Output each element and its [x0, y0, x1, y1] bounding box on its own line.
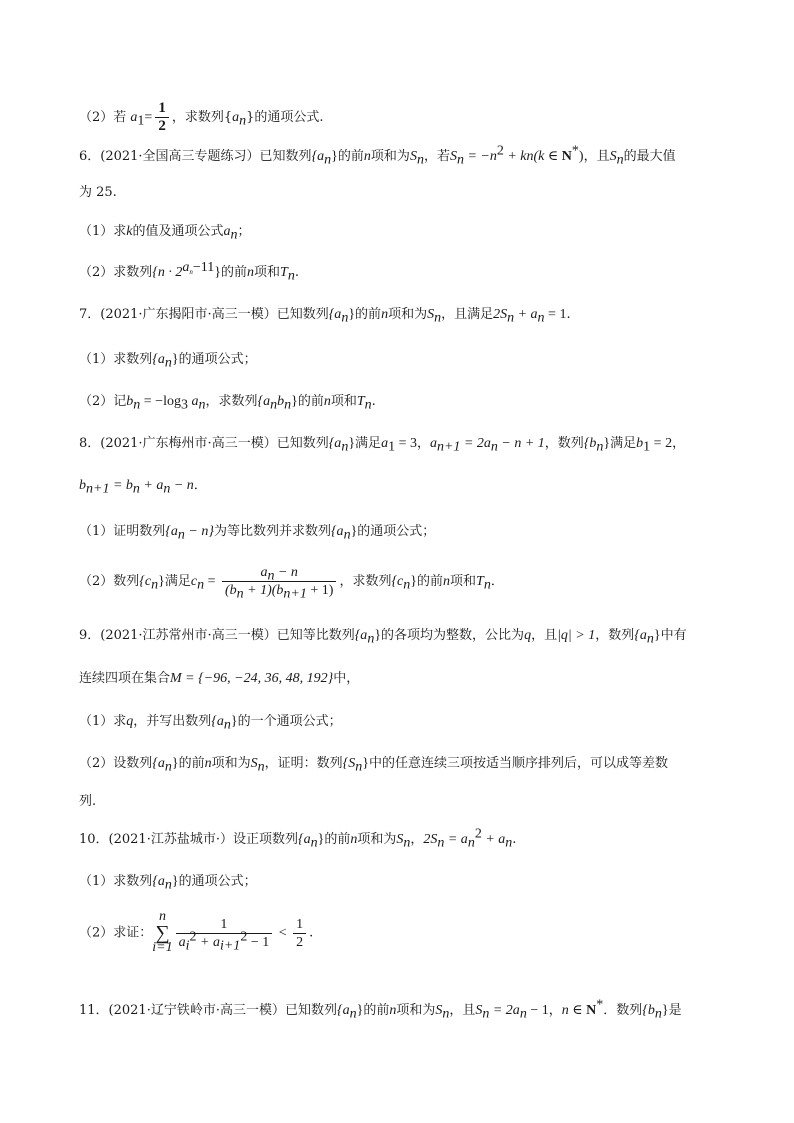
denominator: 2	[158, 118, 166, 134]
subscript: n	[177, 527, 185, 543]
subscript: 3	[180, 397, 188, 413]
math-seq: {a	[354, 628, 368, 643]
math-var: S	[250, 756, 258, 771]
text: ，求数列{	[171, 110, 233, 125]
math-expr: = 2	[650, 436, 673, 451]
math-brace: }	[171, 352, 179, 367]
text: .	[566, 307, 571, 322]
text: ，求数列	[205, 394, 258, 409]
subscript: n	[364, 397, 372, 413]
superscript: 2	[474, 826, 482, 842]
math-brace: }	[603, 436, 611, 451]
problem-7-statement	[79, 305, 571, 325]
math-seq: {a	[152, 874, 165, 889]
math-expr: − n	[170, 478, 194, 493]
subscript: n	[164, 877, 172, 893]
summation	[152, 909, 173, 955]
math-brace: }	[230, 714, 238, 729]
text: 中的任意连续三项按适当顺序排列后，可以成等差数	[369, 756, 669, 771]
text: ．数列	[603, 1003, 643, 1018]
math-var: a	[381, 436, 389, 451]
subscript: n	[236, 586, 244, 602]
subscript: n	[505, 835, 513, 851]
text: 的最大值	[623, 149, 676, 164]
text: ，	[410, 832, 424, 847]
subscript: n	[596, 439, 604, 455]
math-expr: = 1	[544, 307, 567, 322]
text: .	[371, 394, 376, 409]
exponent-var: a	[182, 259, 190, 275]
math-expr: + a	[481, 832, 506, 847]
math-var: n	[389, 1003, 397, 1018]
subscript: n	[239, 113, 247, 129]
math-brace: }	[214, 265, 222, 280]
fraction-one-half	[155, 100, 169, 135]
problem-8-part-2	[79, 564, 504, 602]
text: ，求数列	[339, 574, 392, 589]
text: 项和为	[396, 1003, 436, 1018]
fraction-sum-term	[176, 916, 273, 954]
text: 满足	[355, 436, 382, 451]
math-var: n	[363, 149, 371, 164]
text: （2）求证：	[79, 925, 153, 941]
math-brace: }	[331, 149, 338, 164]
math-expr: = 2a	[460, 436, 491, 451]
natural-numbers: N	[586, 1003, 597, 1018]
math-seq: {c	[139, 574, 152, 589]
subscript: n	[519, 1006, 527, 1022]
math-expr: + a	[196, 934, 220, 950]
text: （1）求数列	[79, 874, 153, 889]
math-seq: {a	[297, 832, 311, 847]
text: 的前	[178, 756, 205, 771]
text: ，且满足	[441, 307, 494, 322]
text: （2）设数列	[79, 756, 153, 771]
subscript: n	[230, 227, 238, 243]
denominator	[176, 929, 273, 954]
text: ；	[237, 224, 251, 239]
math-seq: {a	[152, 352, 165, 367]
text: 项和为	[211, 756, 251, 771]
problem-9-statement-cont	[79, 669, 359, 689]
text: ，	[672, 436, 686, 451]
math-brace: }	[374, 628, 382, 643]
subscript: n+1	[436, 439, 461, 455]
subscript: n	[324, 152, 332, 168]
superscript: *	[571, 143, 579, 159]
text: 为 25.	[79, 185, 117, 200]
math-var: n	[204, 756, 212, 771]
text: ，且	[449, 1003, 476, 1018]
subscript: n	[355, 759, 363, 775]
math-var: n	[350, 832, 358, 847]
problem-7-part-1	[79, 350, 257, 370]
text: （2）求数列	[79, 265, 153, 280]
subscript: n	[132, 481, 140, 497]
subscript: n	[284, 397, 292, 413]
text: 的一个通项公式；	[237, 714, 342, 729]
math-var: b	[636, 436, 644, 451]
math-var: a	[178, 934, 186, 950]
math-var: b	[277, 394, 285, 409]
math-brace: }	[171, 756, 179, 771]
superscript: *	[596, 997, 604, 1013]
text: 是	[668, 1003, 682, 1018]
subscript: n	[151, 577, 159, 593]
text: 的通项公式；	[178, 352, 257, 367]
math-var: a	[429, 436, 437, 451]
subscript: n	[507, 310, 515, 326]
denominator	[222, 582, 336, 602]
subscript: 1	[137, 113, 145, 129]
subscript: n	[467, 835, 475, 851]
math-op: =	[204, 574, 219, 589]
subscript: n+1	[283, 586, 307, 602]
text: 的通项公式；	[178, 874, 257, 889]
math-brace: }	[356, 1003, 364, 1018]
math-var: a	[260, 565, 268, 580]
text: }的通项公式.	[246, 110, 324, 125]
text: 的前	[417, 574, 444, 589]
math-expr: − 1	[247, 934, 270, 950]
subscript: n	[310, 835, 318, 851]
subscript: n	[403, 577, 411, 593]
math-var: a	[130, 110, 138, 125]
problem-11-statement	[79, 997, 682, 1022]
text: 8．(2021·广东梅州市·高三一模）已知数列	[79, 436, 329, 451]
text: 项和	[330, 394, 357, 409]
math-expr: − n	[274, 565, 298, 580]
text: 列.	[79, 794, 97, 809]
subscript: n	[163, 481, 171, 497]
subscript: n	[270, 397, 278, 413]
text: 满足	[164, 574, 191, 589]
text: （1）求	[79, 714, 127, 729]
exponent-const: −11	[192, 259, 215, 275]
text: ，数列	[595, 628, 635, 643]
text: 项和为	[357, 832, 397, 847]
text: ，数列	[544, 436, 584, 451]
sum-lower: i=1	[152, 940, 173, 955]
math-var: S	[449, 149, 457, 164]
math-seq: {b	[642, 1003, 655, 1018]
subscript: n	[164, 759, 172, 775]
superscript: 2	[496, 143, 504, 159]
subscript: i	[185, 938, 190, 954]
subscript: 1	[388, 439, 396, 455]
math-expr: + kn(k ∈	[503, 149, 562, 164]
subscript: n	[437, 835, 445, 851]
math-seq: {c	[391, 574, 404, 589]
text: 项和	[254, 265, 281, 280]
text: .	[309, 925, 314, 941]
subscript: n	[403, 835, 411, 851]
math-var: n	[443, 574, 451, 589]
problem-9-part-2	[79, 754, 668, 774]
math-expr: − n}	[184, 524, 214, 539]
natural-numbers: N	[561, 149, 572, 164]
subscript: n	[483, 577, 491, 593]
math-brace: }	[362, 756, 370, 771]
subscript: n	[164, 355, 172, 371]
math-brace: }	[317, 832, 325, 847]
math-paren: )	[578, 149, 584, 164]
problem-10-part-1	[79, 872, 257, 892]
text: 10．(2021·江苏盐城市·）设正项数列	[79, 832, 298, 847]
problem-6-part-2	[79, 259, 299, 284]
text: （1）求	[79, 224, 127, 239]
math-seq: {a	[311, 149, 325, 164]
text: （1）证明数列	[79, 524, 166, 539]
math-var: b	[126, 394, 134, 409]
text: ，且	[531, 628, 558, 643]
numerator: 1	[176, 916, 273, 934]
text: 的前	[297, 394, 324, 409]
math-expr: = 2a	[489, 1003, 520, 1018]
text: （1）求数列	[79, 352, 153, 367]
math-expr: 2S	[423, 832, 438, 847]
math-var: a	[232, 110, 240, 125]
math-expr: = b	[109, 478, 133, 493]
math-brace: }	[158, 574, 165, 589]
text: ，证明：数列	[264, 756, 343, 771]
subscript: n	[349, 1006, 357, 1022]
math-expr: (b	[224, 583, 237, 598]
math-expr: + a	[139, 478, 164, 493]
math-var: S	[609, 149, 617, 164]
math-brace: }	[410, 574, 417, 589]
math-expr: + 1)	[306, 583, 334, 598]
math-expr: {n · 2	[152, 265, 183, 280]
math-seq: {a	[328, 307, 342, 322]
text: ．	[193, 478, 207, 493]
subscript: n	[341, 439, 349, 455]
math-expr: |q| > 1	[557, 628, 596, 643]
text: ，并写出数列	[133, 714, 212, 729]
text: 中，	[333, 671, 360, 686]
text: 中有	[660, 628, 687, 643]
math-expr: + a	[514, 307, 538, 322]
subscript: n	[198, 397, 206, 413]
math-seq: {a	[257, 394, 271, 409]
subscript: n	[654, 1006, 662, 1022]
subscript: n	[267, 568, 275, 584]
math-var: n	[247, 265, 255, 280]
text: 的前	[355, 307, 382, 322]
math-brace: }	[348, 436, 356, 451]
math-brace: }	[653, 628, 661, 643]
subscript: i+1	[219, 938, 241, 954]
numerator	[222, 564, 336, 582]
text: （2）数列	[79, 574, 140, 589]
text: .	[294, 265, 299, 280]
math-var: a	[223, 224, 231, 239]
problem-8-part-1	[79, 522, 435, 542]
math-seq: {b	[583, 436, 597, 451]
text: ，若	[423, 149, 450, 164]
math-expr: − n + 1	[497, 436, 545, 451]
math-var: k	[126, 224, 133, 239]
problem-10-statement	[79, 826, 517, 851]
math-brace: }	[350, 524, 358, 539]
math-var: a	[187, 394, 199, 409]
math-var: T	[476, 574, 484, 589]
text: ，	[548, 1003, 562, 1018]
text: 满足	[610, 436, 637, 451]
sum-upper: n	[158, 909, 166, 924]
math-brace: }	[291, 394, 298, 409]
math-var: n	[323, 394, 331, 409]
math-expr: − 1	[526, 1003, 549, 1018]
math-var: T	[280, 265, 288, 280]
math-expr: = −log	[140, 394, 181, 409]
text: 的值及通项公式	[132, 224, 224, 239]
math-seq: {a	[330, 524, 344, 539]
math-var: S	[475, 1003, 483, 1018]
text: 6．(2021·全国高三专题练习）已知数列	[79, 149, 312, 164]
subscript: n	[616, 152, 624, 168]
math-brace: }	[348, 307, 356, 322]
problem-9-part-1	[79, 712, 342, 732]
math-set: M = {−96, −24, 36, 48, 192}	[170, 671, 334, 686]
text: 项和为	[370, 149, 410, 164]
subscript: n	[416, 152, 424, 168]
math-op: =	[144, 110, 153, 125]
math-var: q	[126, 714, 134, 729]
problem-9-part-2-cont	[79, 792, 96, 812]
subscript: n	[223, 717, 231, 733]
math-seq: {a	[152, 756, 165, 771]
text: 为等比数列并求数列	[213, 524, 331, 539]
text: 的前	[363, 1003, 390, 1018]
math-expr: n ∈	[561, 1003, 587, 1018]
problem-8-statement	[79, 434, 685, 454]
text: 的各项均为整数，公比为	[381, 628, 525, 643]
subscript: n	[341, 310, 349, 326]
superscript: 2	[240, 929, 248, 945]
subscript: n	[646, 631, 654, 647]
denominator: 2	[296, 934, 304, 950]
math-var: n	[381, 307, 389, 322]
math-var: T	[356, 394, 365, 409]
subscript: n	[490, 439, 498, 455]
sigma-symbol: ∑	[155, 922, 170, 944]
math-var: c	[190, 574, 198, 589]
problem-10-part-2	[79, 909, 314, 955]
math-seq: {a	[211, 714, 224, 729]
math-var: S	[396, 832, 404, 847]
subscript: n	[434, 310, 442, 326]
problem-6-part-1	[79, 222, 251, 242]
math-expr: = 3	[395, 436, 417, 451]
subscript: n	[537, 310, 545, 326]
math-brace: }	[661, 1003, 669, 1018]
math-seq: {a	[165, 524, 178, 539]
subscript: n	[442, 1006, 450, 1022]
text: 连续四项在集合	[79, 671, 171, 686]
subscript: n	[367, 631, 375, 647]
math-expr: = −n	[463, 149, 497, 164]
text: 9．(2021·江苏常州市·高三一模）已知等比数列	[79, 628, 355, 643]
subscript: n	[197, 577, 205, 593]
subscript: n	[482, 1006, 490, 1022]
math-op: <	[275, 925, 291, 941]
text: 项和	[450, 574, 477, 589]
text: .	[512, 832, 517, 847]
text: ，且	[583, 149, 610, 164]
fraction-cn	[222, 564, 336, 602]
subscript: n	[257, 759, 265, 775]
math-expr: = a	[444, 832, 468, 847]
text: （2）若	[79, 110, 131, 125]
text: 11．(2021·辽宁铁岭市·高三一模）已知数列	[79, 1003, 337, 1018]
math-seq: {a	[328, 436, 342, 451]
text: （2）记	[79, 394, 127, 409]
problem-7-part-2	[79, 392, 376, 412]
fraction-one-half	[293, 916, 306, 951]
subscript: n	[287, 268, 295, 284]
problem-6-statement	[79, 143, 676, 168]
math-var: q	[524, 628, 532, 643]
numerator: 1	[293, 916, 306, 934]
text: 的前	[221, 265, 248, 280]
math-brace: }	[171, 874, 179, 889]
math-expr: 2S	[493, 307, 508, 322]
text: ．	[490, 574, 504, 589]
subscript: n	[189, 267, 193, 276]
problem-6-statement-cont	[79, 183, 117, 203]
problem-8-statement-cont	[79, 476, 207, 496]
text: ，	[416, 436, 430, 451]
problem-5-part-2	[79, 100, 324, 135]
math-var: S	[435, 1003, 443, 1018]
text: 的前	[324, 832, 351, 847]
superscript: 2	[189, 929, 197, 945]
subscript: n+1	[86, 481, 110, 497]
subscript: n	[456, 152, 464, 168]
numerator: 1	[155, 100, 169, 118]
text: 的通项公式；	[357, 524, 436, 539]
math-seq: {S	[342, 756, 356, 771]
text: 7．(2021·广东揭阳市·高三一模）已知数列	[79, 307, 329, 322]
subscript: n	[133, 397, 141, 413]
math-seq: {a	[634, 628, 647, 643]
math-var: S	[427, 307, 435, 322]
subscript: 1	[643, 439, 651, 455]
math-expr: + 1)(b	[243, 583, 284, 598]
math-seq: {a	[336, 1003, 350, 1018]
math-var: b	[79, 478, 86, 493]
problem-9-statement	[79, 626, 687, 646]
subscript: n	[343, 527, 351, 543]
text: 的前	[337, 149, 364, 164]
text: 项和为	[388, 307, 428, 322]
math-var: S	[409, 149, 417, 164]
